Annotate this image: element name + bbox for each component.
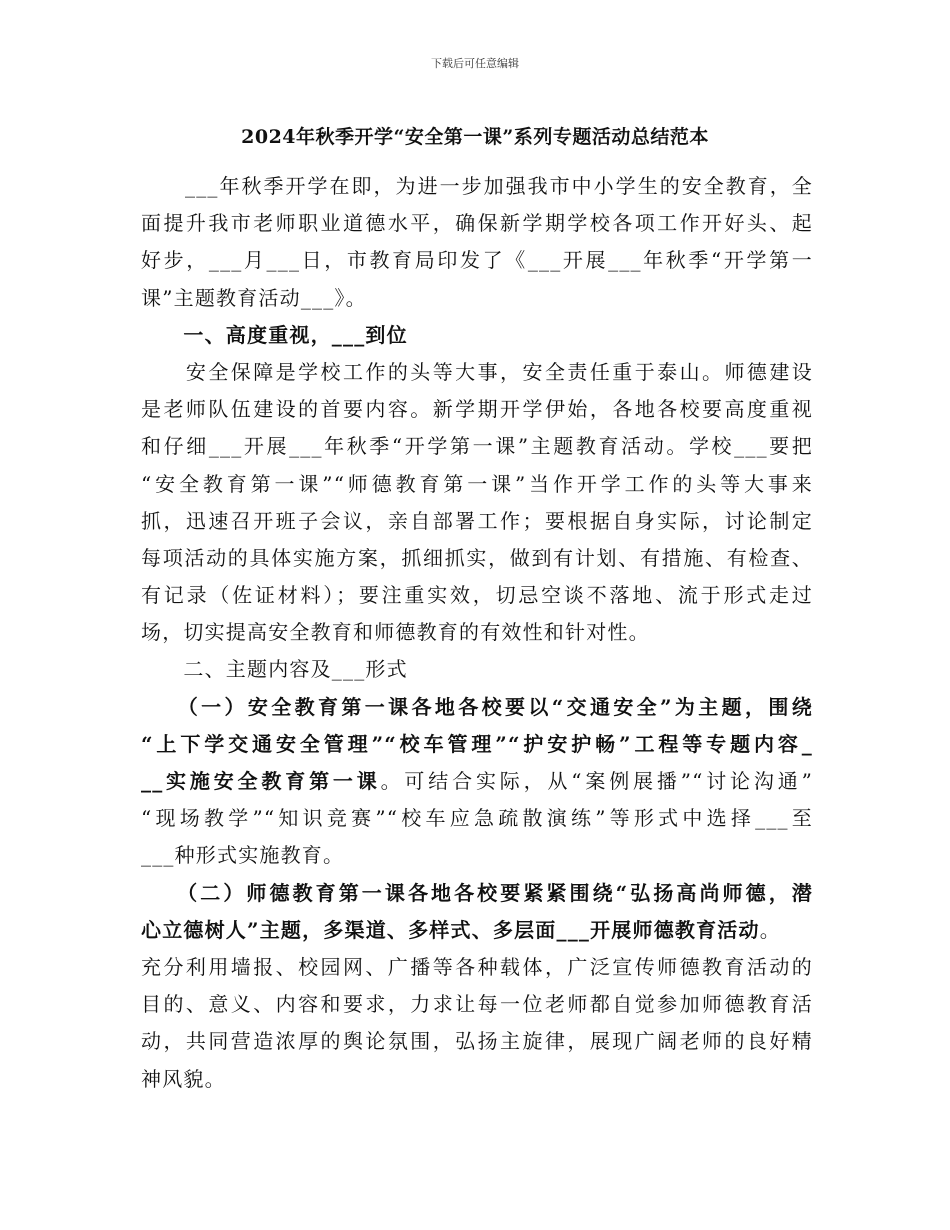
body-line: “安全教育第一课”“师德教育第一课”当作开学工作的头等大事来 <box>141 471 813 496</box>
body-line: 是老师队伍建设的首要内容。新学期开学伊始，各地各校要高度重视 <box>141 397 813 422</box>
body-line: 有记录（佐证材料）；要注重实效，切忌空谈不落地、流于形式走过 <box>141 583 813 608</box>
body-line <box>141 912 813 949</box>
header-note: 下载后可任意编辑 <box>431 57 519 70</box>
body-line <box>141 689 813 726</box>
body-line <box>141 763 813 800</box>
body-line: 目的、意义、内容和要求，力求让每一位老师都自觉参加师德教育活 <box>141 992 813 1017</box>
body-line-segment: __实施安全教育第一课 <box>141 769 381 793</box>
body-line: 好步，___月___日，市教育局印发了《___开展___年秋季“开学第一 <box>141 248 813 273</box>
body-line: 课”主题教育活动___》。 <box>141 285 367 310</box>
body-line: 神风貌。 <box>141 1066 226 1091</box>
body-line-segment: （二）师德教育第一课各地各校要紧紧围绕“弘扬高尚师德，潜 <box>141 880 813 905</box>
body-line: 面提升我市老师职业道德水平，确保新学期学校各项工作开好头、起 <box>141 211 813 236</box>
body-line-segment: （一）安全教育第一课各地各校要以“交通安全”为主题，围绕 <box>141 694 813 719</box>
body-line: “现场教学”“知识竞赛”“校车应急疏散演练”等形式中选择___至 <box>141 806 813 831</box>
body-line: 每项活动的具体实施方案，抓细抓实，做到有计划、有措施、有检查、 <box>141 545 813 570</box>
body-line: 抓，迅速召开班子会议，亲自部署工作；要根据自身实际，讨论制定 <box>141 508 813 533</box>
body-line: 充分利用墙报、校园网、广播等各种载体，广泛宣传师德教育活动的 <box>141 954 813 979</box>
document-body <box>141 168 813 1098</box>
body-line: ___种形式实施教育。 <box>141 843 345 868</box>
body-line <box>141 875 813 912</box>
body-line: 和仔细___开展___年秋季“开学第一课”主题教育活动。学校___要把 <box>141 434 813 459</box>
body-line-segment: 心立德树人”主题，多渠道、多样式、多层面___开展师德教育活动 <box>141 917 760 942</box>
body-line <box>141 726 813 763</box>
document-title: 2024年秋季开学“安全第一课”系列专题活动总结范本 <box>241 126 709 148</box>
body-line: 一、高度重视，___到位 <box>141 322 408 347</box>
body-line: 安全保障是学校工作的头等大事，安全责任重于泰山。师德建设 <box>141 359 813 384</box>
body-line: ___年秋季开学在即，为进一步加强我市中小学生的安全教育，全 <box>141 174 813 198</box>
body-line-segment: 。可结合实际，从“案例展播”“讨论沟通” <box>380 769 813 793</box>
body-line: 二、主题内容及___形式 <box>141 657 408 682</box>
body-line: 场，切实提高安全教育和师德教育的有效性和针对性。 <box>141 620 650 645</box>
body-line: 动，共同营造浓厚的舆论氛围，弘扬主旋律，展现广阔老师的良好精 <box>141 1029 813 1054</box>
body-line-segment: “上下学交通安全管理”“校车管理”“护安护畅”工程等专题内容_ <box>141 731 813 756</box>
body-line-segment: 。 <box>759 917 781 942</box>
